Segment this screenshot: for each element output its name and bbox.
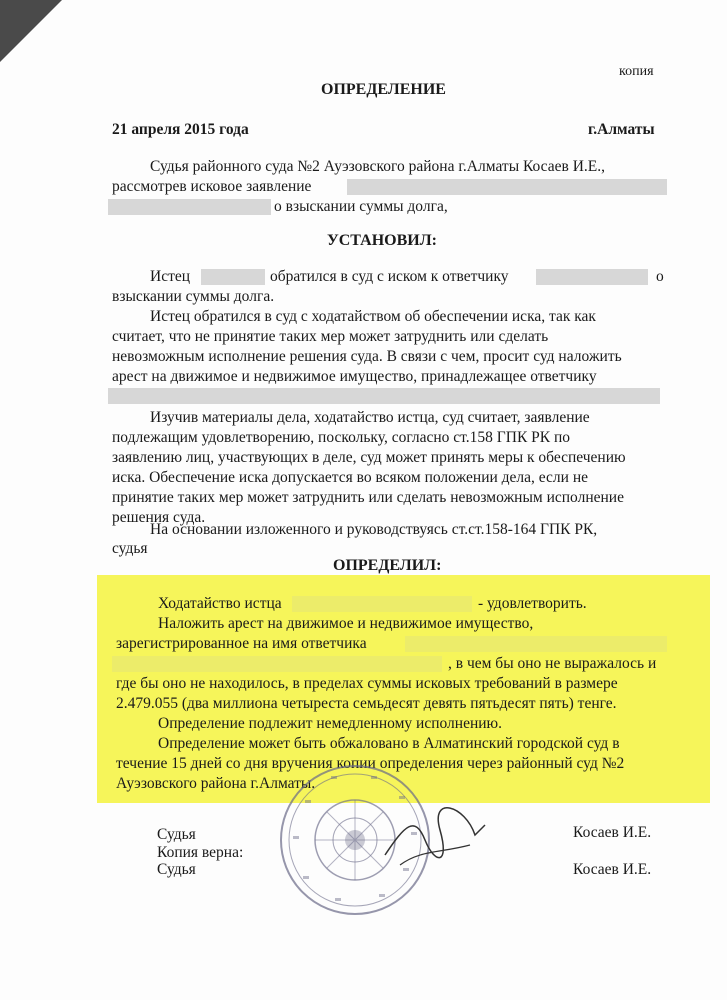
established-p2-line2: считает, что не принятие таких мер может затруднить или сделать [112, 328, 549, 345]
heading-established: УСТАНОВИЛ: [327, 232, 437, 249]
decided-d4-line1: Определение может быть обжаловано в Алматинский городской суд в [158, 735, 620, 752]
document-title: ОПРЕДЕЛЕНИЕ [321, 81, 446, 98]
established-p1-b: обратился в суд с иском к ответчику [270, 268, 509, 285]
redacted-plaintiff-2 [201, 269, 265, 285]
established-p2-line4: арест на движимое и недвижимое имущество, принадлежащее ответчику [112, 368, 597, 385]
established-p1-c: о [656, 268, 664, 285]
decided-d2-line1: Наложить арест на движимое и недвижимое имущество, [158, 615, 534, 632]
document-date: 21 апреля 2015 года [112, 121, 249, 138]
decided-d2-line3: , в чем бы оно не выражалось и [448, 655, 657, 672]
redacted-defendant-4 [405, 636, 667, 652]
judge-name-2: Косаев И.Е. [573, 861, 652, 878]
scan-corner-mark [0, 0, 62, 62]
established-p3-line6: решения суда. [112, 509, 206, 526]
copy-true-label: Копия верна: [157, 844, 244, 861]
established-p4-line1: На основании изложенного и руководствуясь ст.ст.158-164 ГПК РК, [150, 521, 598, 538]
established-p2-line1: Истец обратился в суд с ходатайством об обеспечении иска, так как [150, 308, 596, 325]
decided-d4-line2: течение 15 дней со дня вручения копии определения через районный суд №2 [116, 755, 625, 772]
judge-label-2: Судья [157, 861, 196, 878]
document-city: г.Алматы [588, 121, 655, 138]
redacted-defendant-3 [108, 388, 660, 404]
established-p1-a: Истец [150, 268, 191, 285]
established-p3-line1: Изучив материалы дела, ходатайство истца, суд считает, заявление [150, 409, 590, 426]
judge-label: Судья [157, 826, 196, 843]
decided-d1-b: - удовлетворить. [478, 595, 587, 612]
signature-icon [380, 795, 490, 875]
established-p3-line2: подлежащим удовлетворению, поскольку, согласно ст.158 ГПК РК по [112, 429, 571, 446]
judge-name-1: Косаев И.Е. [573, 824, 652, 841]
decided-d2-line5: 2.479.055 (два миллиона четыреста семьдесят девять пятьдесят пять) тенге. [116, 695, 617, 712]
redacted-defendant [108, 199, 271, 215]
established-p1-line2: взыскании суммы долга. [112, 288, 275, 305]
established-p3-line3: заявлению лиц, участвующих в деле, суд может принять меры к обеспечению [112, 449, 626, 466]
intro-line-2: рассмотрев исковое заявление [112, 178, 312, 195]
intro-line-3: о взыскании суммы долга, [274, 198, 448, 215]
redacted-defendant-5 [112, 656, 442, 672]
intro-line-1: Судья районного суда №2 Ауэзовского района г.Алматы Косаев И.Е., [150, 158, 605, 175]
redacted-plaintiff-3 [292, 596, 472, 612]
established-p4-line2: судья [112, 540, 148, 557]
decided-d4-line3: Ауэзовского района г.Алматы. [116, 775, 316, 792]
decided-d2-line4: где бы оно не находилось, в пределах суммы исковых требований в размере [116, 675, 618, 692]
established-p2-line3: невозможным исполнение решения суда. В связи с чем, просит суд наложить [112, 348, 622, 365]
redacted-defendant-2 [536, 269, 648, 285]
redacted-plaintiff [347, 179, 667, 195]
decided-d2-line2: зарегистрированное на имя ответчика [116, 635, 367, 652]
copy-mark: копия [619, 64, 654, 79]
established-p3-line4: иска. Обеспечение иска допускается во всяком положении дела, если не [112, 469, 589, 486]
decided-d1-a: Ходатайство истца [158, 595, 282, 612]
decided-d3: Определение подлежит немедленному исполнению. [158, 715, 502, 732]
heading-decided: ОПРЕДЕЛИЛ: [333, 557, 442, 574]
established-p3-line5: принятие таких мер может затруднить или сделать невозможным исполнение [112, 489, 624, 506]
